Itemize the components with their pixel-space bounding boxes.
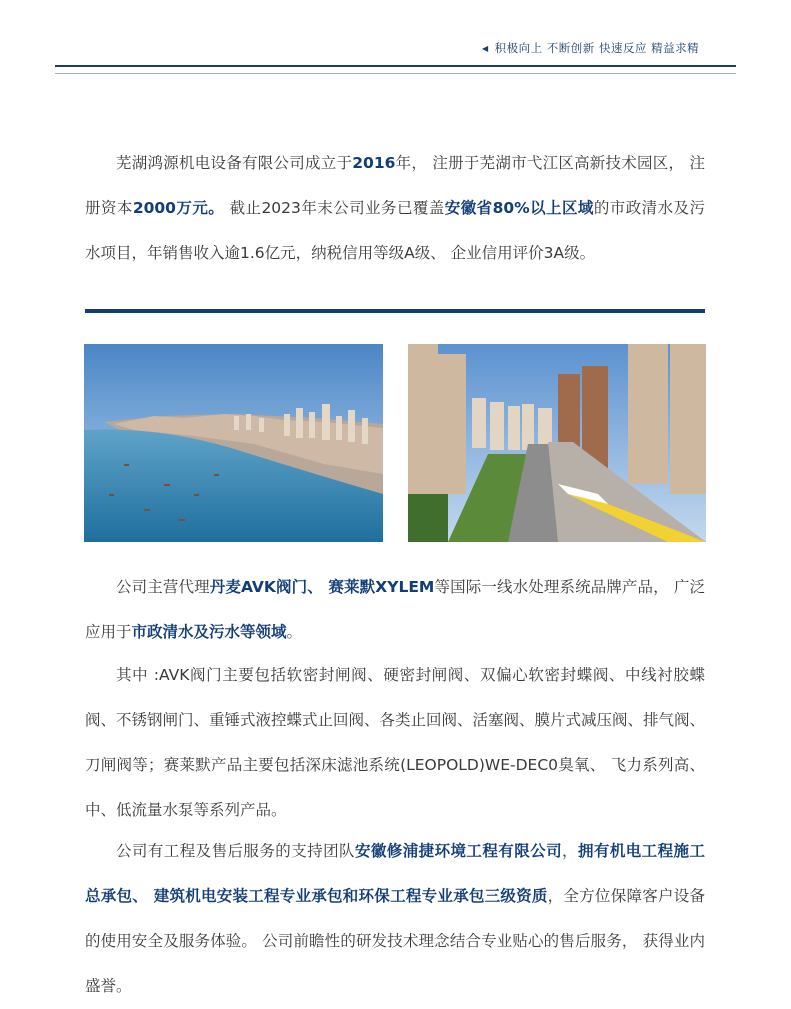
- products-paragraph: [85, 653, 705, 833]
- intro-paragraph: [85, 141, 705, 276]
- text-run: 年， 注册于芜湖市弋江区高新技术园区， 注册资本: [85, 154, 705, 217]
- business-paragraph: [85, 565, 705, 655]
- text-run: ，: [562, 842, 578, 860]
- text-run: 。: [286, 623, 303, 641]
- text-run: 其中 :AVK阀门主要包括软密封闸阀、硬密封闸阀、双偏心软密封蝶阀、中线衬胶蝶阀、不锈钢闸门、重锤式液控蝶式止回阀、各类止回阀、活塞阀、膜片式减压阀、排气阀、刀闸阀等；赛莱默产品主要包括深床滤池系统(LEOPOLD)WE-DEC0臭氧、 飞力系列高、 中、低流量水泵等系列产品。: [85, 666, 706, 819]
- service-paragraph: [85, 829, 705, 1009]
- header-slogan: [482, 40, 736, 56]
- text-run: 的市政清水及污水项目，年销售收入逾1.6亿元，纳税信用等级A级、 企业信用评价3A级。: [85, 199, 705, 262]
- highlight-capital: 2000万元。: [132, 199, 225, 217]
- text-run: 芜湖鸿源机电设备有限公司成立于: [116, 154, 353, 172]
- highlight-qualifications: 机电工程施工总承包、 建筑机电安装工程专业承包和环保工程专业承包三级资质: [85, 842, 705, 905]
- slogan-text: 积极向上 不断创新 快速反应 精益求精: [494, 41, 700, 55]
- river-city-aerial-photo: [84, 344, 383, 542]
- text-run: 等国际一线水处理系统品牌产品， 广泛应用于: [85, 578, 705, 641]
- text-run: 公司有工程及售后服务的支持团队: [116, 842, 355, 860]
- highlight-coverage: 安徽省80%以上区域: [444, 199, 594, 217]
- header-rule-thick: [55, 65, 736, 67]
- highlight-year: 2016: [352, 154, 396, 172]
- left-triangle-icon: ◀: [482, 44, 489, 53]
- text-run: 公司主营代理: [116, 578, 210, 596]
- header-rule-thin: [55, 73, 736, 74]
- highlight-brands: 丹麦AVK阀门、 赛莱默XYLEM: [209, 578, 435, 596]
- highlight-owns: 拥有: [577, 842, 610, 860]
- section-divider: [85, 309, 705, 313]
- high-speed-rail-city-photo: [408, 344, 706, 542]
- text-run: 截止2023年末公司业务已覆盖: [224, 199, 445, 217]
- text-run: ，全方位保障客户设备的使用安全及服务体验。 公司前瞻性的研发技术理念结合专业贴心的售后服务， 获得业内盛誉。: [85, 887, 705, 995]
- highlight-fields: 市政清水及污水等领域: [131, 623, 287, 641]
- highlight-company: 安徽修浦捷环境工程有限公司: [354, 842, 563, 860]
